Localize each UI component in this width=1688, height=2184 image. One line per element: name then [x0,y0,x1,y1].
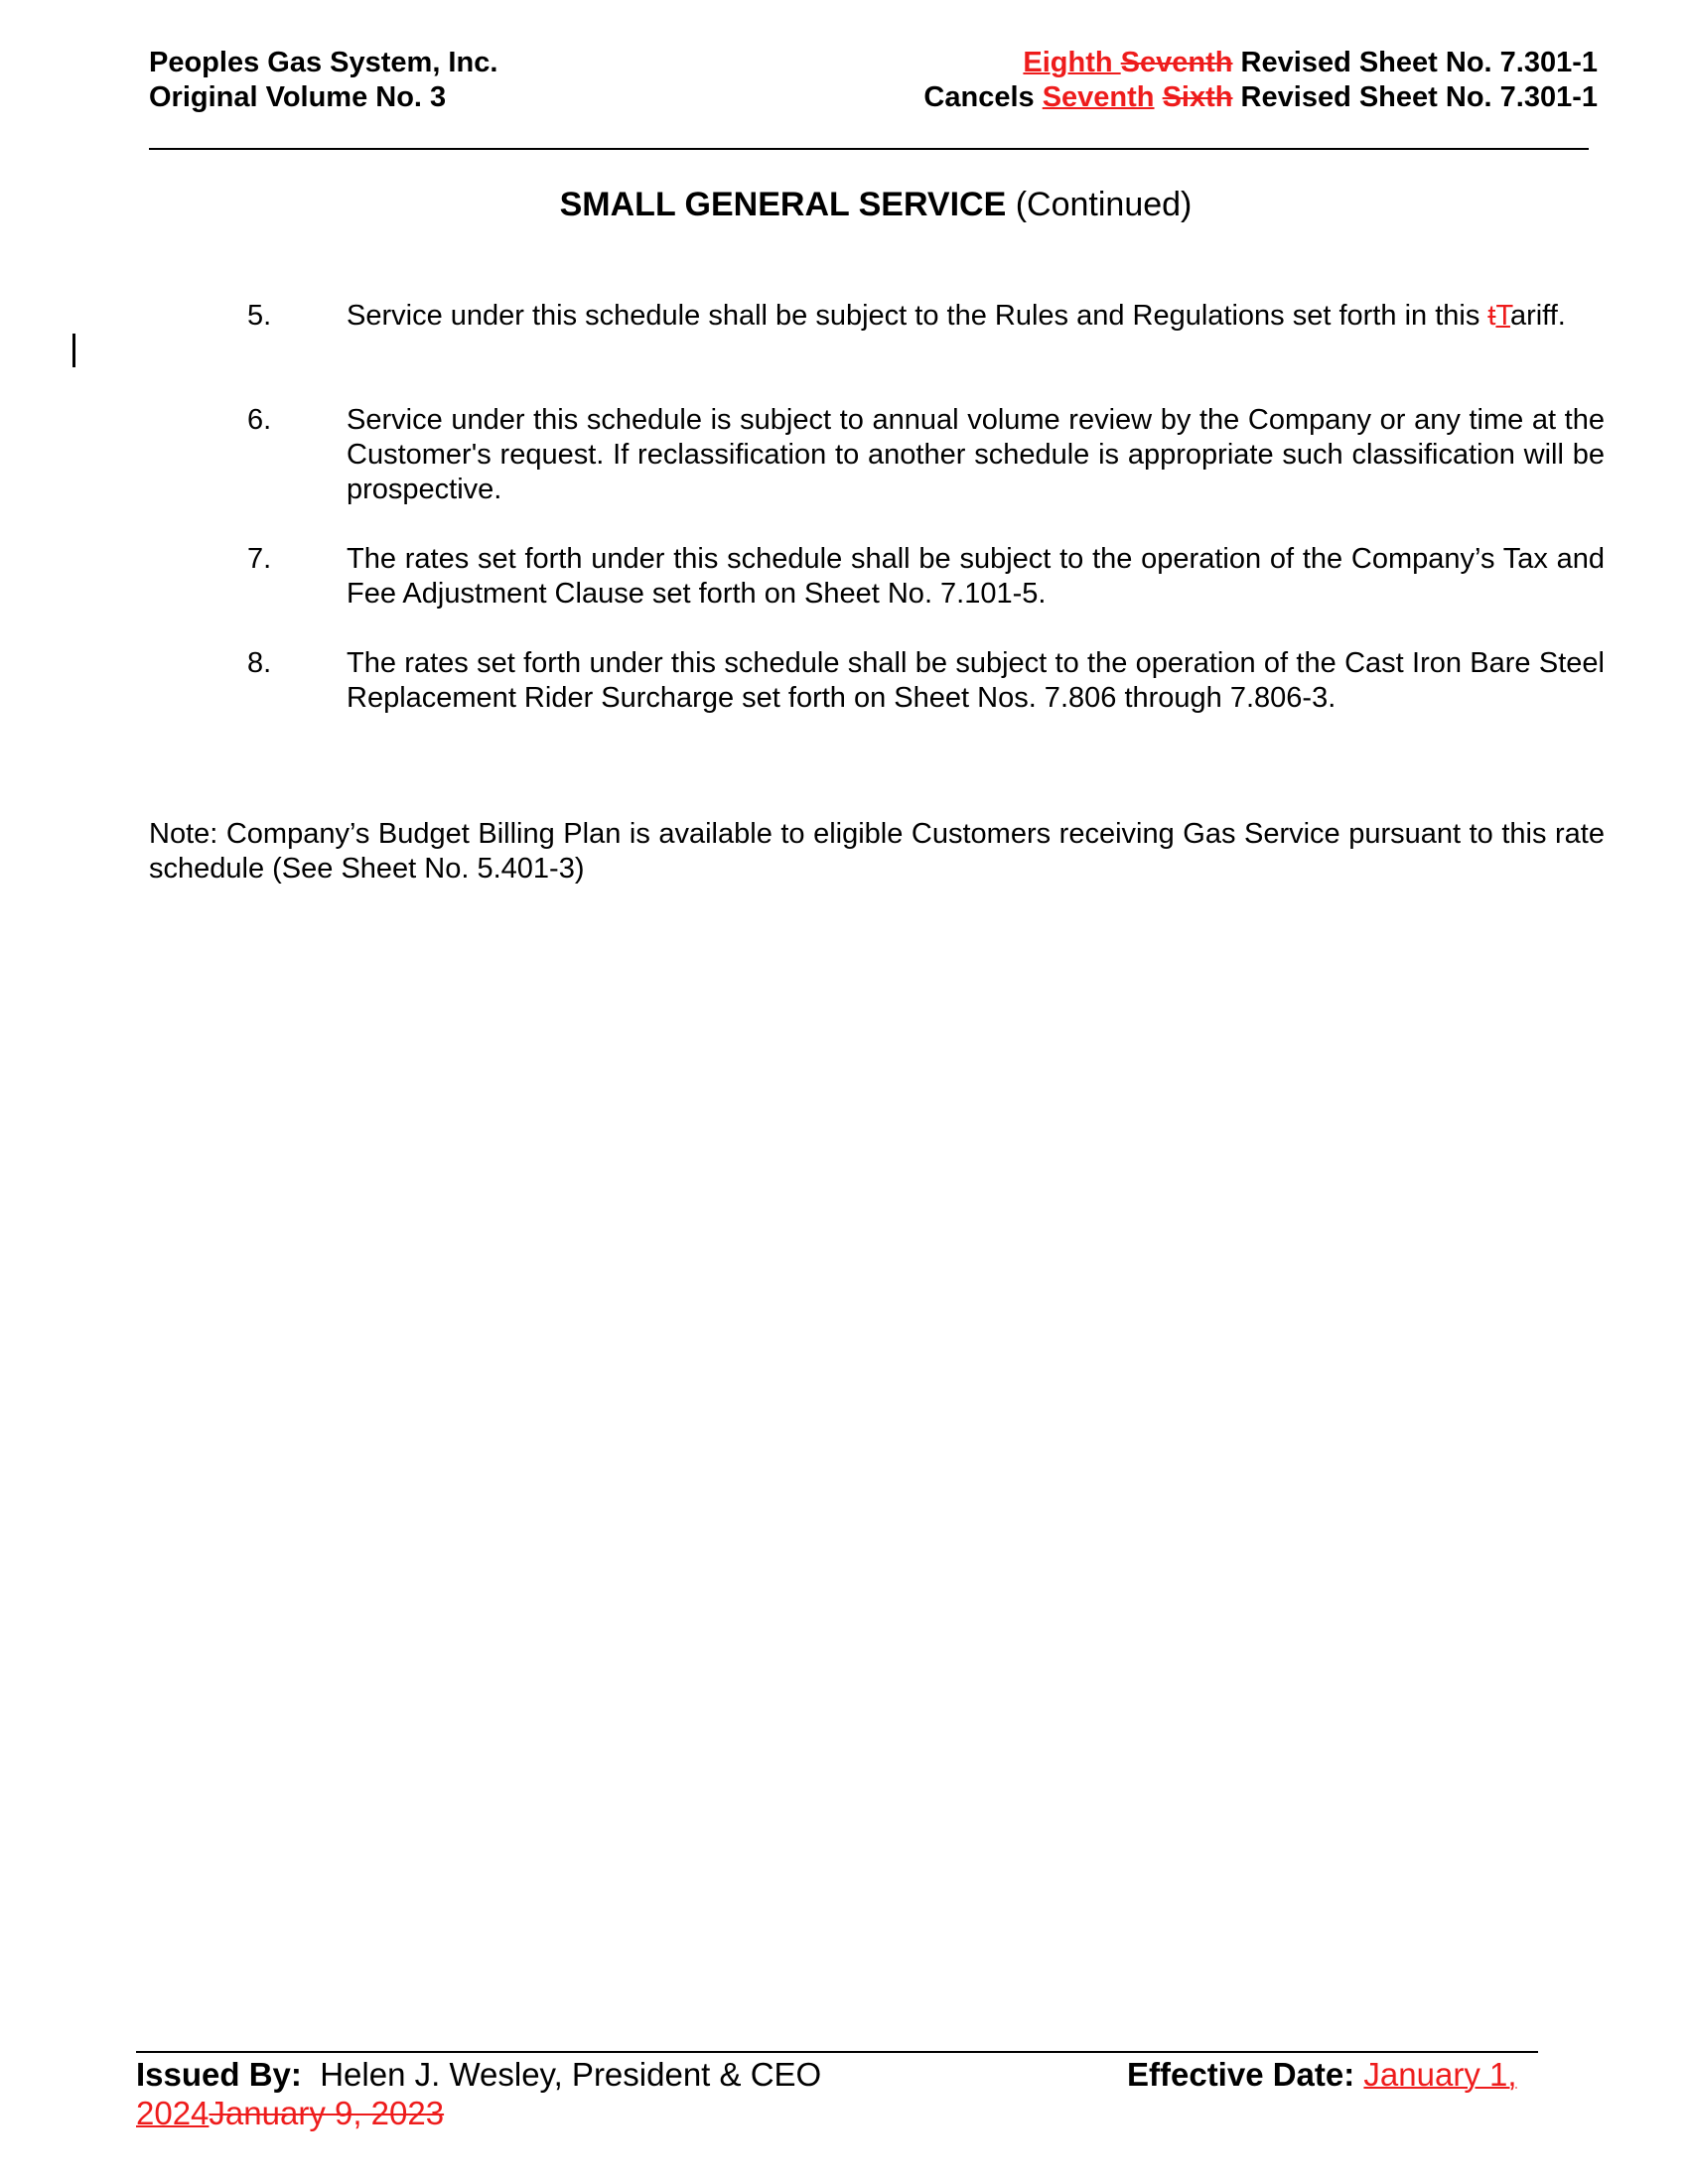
item-text-part: ariff. [1509,300,1566,332]
effective-date-inserted: January 1, [1363,2056,1517,2093]
footer-rule-right [1000,2051,1538,2053]
item-text-part: Service under this schedule shall be subject to the Rules and Regulations set forth in this [347,300,1488,332]
title-continued: (Continued) [1006,186,1193,223]
volume-label: Original Volume No. 3 [149,81,447,113]
footer-rule-left [136,2051,243,2053]
item-number: 6. [247,404,272,436]
issued-by-value: Helen J. Wesley, President & CEO [301,2056,822,2093]
cancels-deleted-text: Sixth [1162,81,1233,113]
header-divider [149,148,1589,150]
cancels-line [923,80,1598,115]
sheet-deleted-text: Seventh [1120,47,1233,78]
header-left [149,46,497,115]
list-item [247,299,1605,368]
budget-billing-note: Note: Company’s Budget Billing Plan is available to eligible Customers receiving Gas Service pursuant to this rate schedule (See Sheet No. 5.401-3) [149,818,1605,885]
effective-date-deleted: January 9, 2023 [209,2095,445,2131]
item-number: 7. [247,543,272,575]
effective-year-inserted: 2024 [136,2095,210,2131]
list-item [247,542,1605,612]
item-text: The rates set forth under this schedule shall be subject to the operation of the Cast Iron Bare Steel Replacement Rider Surcharge set forth on Sheet Nos. 7.806 through 7.806-3. [347,647,1605,714]
item-text [347,299,1605,334]
item-number: 8. [247,647,272,679]
issued-by-label: Issued By: [136,2056,302,2093]
footer [136,2055,1546,2132]
cancels-prefix: Cancels [923,81,1043,113]
footer-line-2 [136,2094,1546,2132]
footer-rule-middle [243,2051,1000,2053]
page-title [0,185,1688,224]
item-inserted-text: T [1495,300,1510,332]
cancels-space [1155,81,1163,113]
issued-by [136,2055,821,2094]
footer-line-1 [136,2055,1546,2094]
list-item [247,646,1605,716]
cancels-sheet-text: Revised Sheet No. 7.301-1 [1232,81,1598,113]
item-text: The rates set forth under this schedule shall be subject to the operation of the Company’s Tax and Fee Adjustment Clause set forth on Sheet No. 7.101-5. [347,543,1605,610]
cancels-inserted-text: Seventh [1042,81,1155,113]
item-text: Service under this schedule is subject to annual volume review by the Company or any time at the Customer's request. If reclassification to another schedule is appropriate such classification will be prospective. [347,404,1605,505]
sheet-number-text: Revised Sheet No. 7.301-1 [1232,47,1598,78]
effective-date [1127,2055,1517,2094]
sheet-number-line [923,46,1598,80]
title-bold: SMALL GENERAL SERVICE [559,186,1007,223]
effective-date-label: Effective Date: [1127,2056,1364,2093]
revision-change-bar [72,334,75,367]
company-name: Peoples Gas System, Inc. [149,47,498,78]
list-item [247,403,1605,507]
item-number: 5. [247,300,272,332]
item-deleted-text: t [1487,300,1496,332]
header-right [923,46,1598,115]
sheet-inserted-text: Eighth [1023,47,1121,78]
